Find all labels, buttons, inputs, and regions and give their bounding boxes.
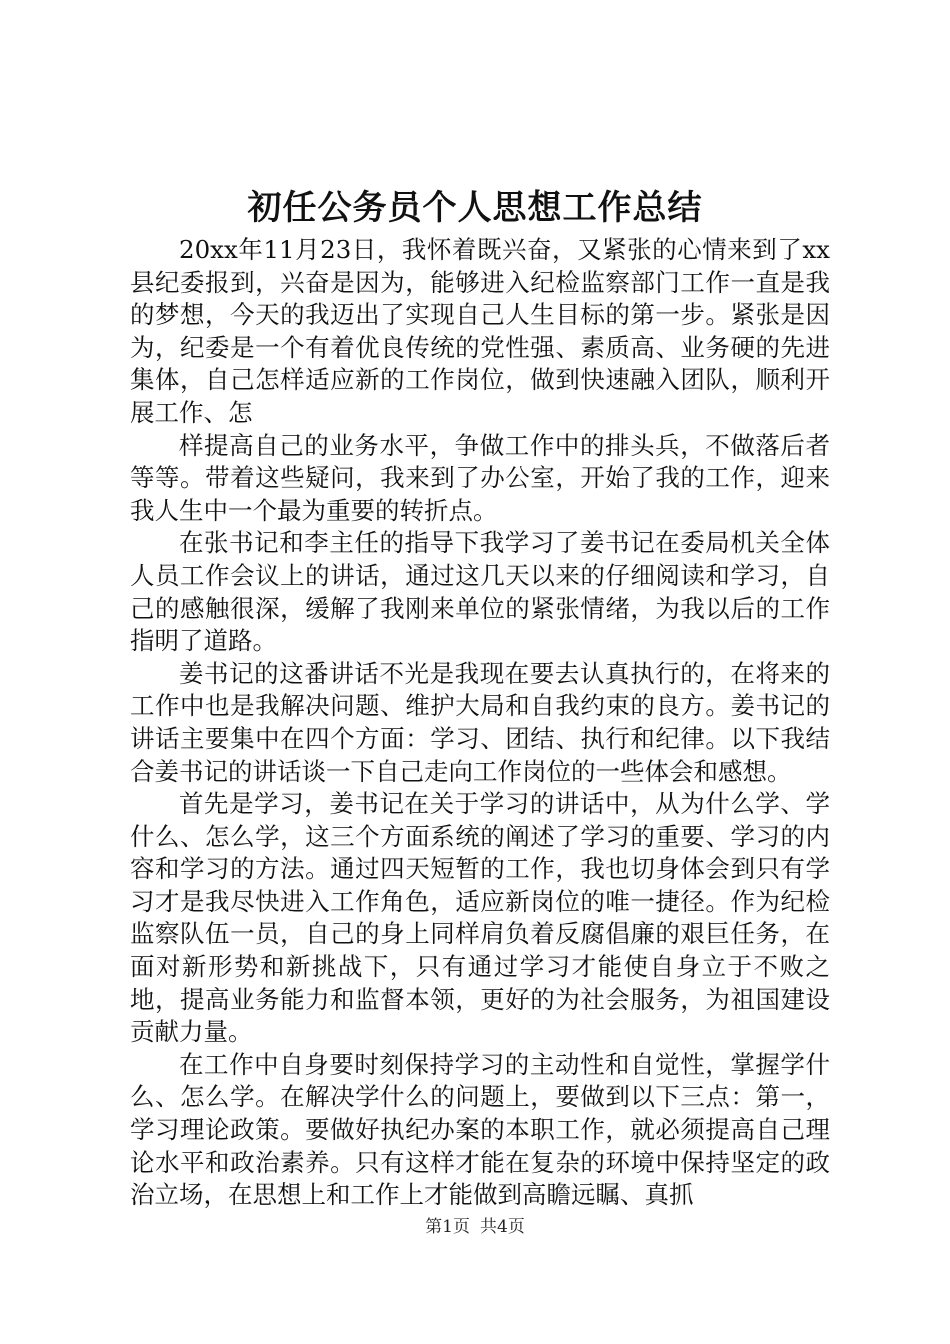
page-total: 共4页 — [480, 1217, 525, 1237]
page-footer — [0, 1215, 950, 1239]
paragraph-3: 在张书记和李主任的指导下我学习了姜书记在委局机关全体人员工作会议上的讲话，通过这几天以来的仔细阅读和学习，自己的感触很深，缓解了我刚来单位的紧张情绪，为我以后的工作指明了道路。 — [130, 528, 830, 656]
paragraph-5: 首先是学习，姜书记在关于学习的讲话中，从为什么学、学什么、怎么学，这三个方面系统的阐述了学习的重要、学习的内容和学习的方法。通过四天短暂的工作，我也切身体会到只有学习才是我尽快进入工作角色，适应新岗位的唯一捷径。作为纪检监察队伍一员，自己的身上同样肩负着反腐倡廉的艰巨任务，在面对新形势和新挑战下，只有通过学习才能使自身立于不败之地，提高业务能力和监督本领，更好的为社会服务，为祖国建设贡献力量。 — [130, 789, 830, 1047]
paragraph-2: 样提高自己的业务水平，争做工作中的排头兵，不做落后者等等。带着这些疑问，我来到了办公室，开始了我的工作，迎来我人生中一个最为重要的转折点。 — [130, 430, 830, 525]
paragraph-6: 在工作中自身要时刻保持学习的主动性和自觉性，掌握学什么、怎么学。在解决学什么的问题上，要做到以下三点：第一，学习理论政策。要做好执纪办案的本职工作，就必须提高自己理论水平和政治素养。只有这样才能在复杂的环境中保持坚定的政治立场，在思想上和工作上才能做到高瞻远瞩、真抓 — [130, 1049, 830, 1210]
page-number: 第1页 — [425, 1217, 470, 1237]
document-title: 初任公务员个人思想工作总结 — [247, 188, 703, 228]
paragraph-1: 20xx年11月23日，我怀着既兴奋，又紧张的心情来到了xx县纪委报到，兴奋是因为，能够进入纪检监察部门工作一直是我的梦想，今天的我迈出了实现自己人生目标的第一步。紧张是因为，纪委是一个有着优良传统的党性强、素质高、业务硬的先进集体，自己怎样适应新的工作岗位，做到快速融入团队，顺利开展工作、怎 — [130, 235, 830, 427]
document-body — [130, 234, 830, 1212]
paragraph-4: 姜书记的这番讲话不光是我现在要去认真执行的，在将来的工作中也是我解决问题、维护大局和自我约束的良方。姜书记的讲话主要集中在四个方面：学习、团结、执行和纪律。以下我结合姜书记的讲话谈一下自己走向工作岗位的一些体会和感想。 — [130, 658, 830, 786]
